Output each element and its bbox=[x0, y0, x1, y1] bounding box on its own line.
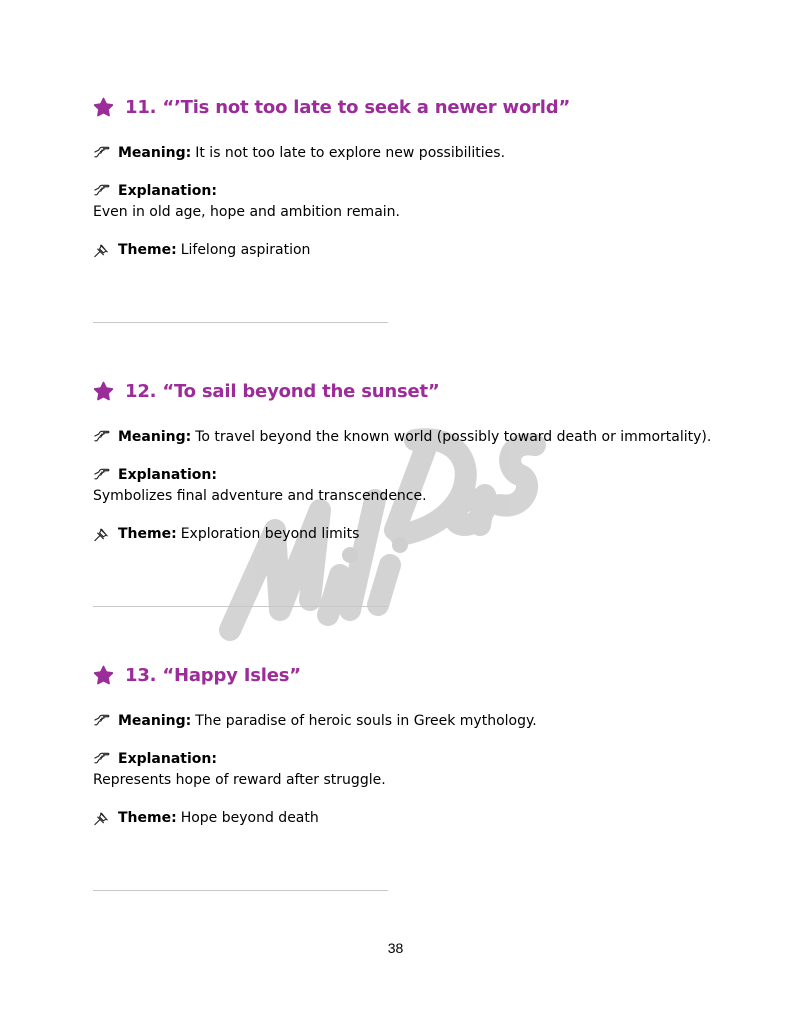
pointing-hand-icon bbox=[93, 183, 110, 199]
meaning-label: Meaning: bbox=[118, 145, 192, 161]
theme-label: Theme: bbox=[118, 526, 177, 542]
theme-row bbox=[93, 809, 319, 827]
theme-row bbox=[93, 525, 359, 543]
theme-text: Exploration beyond limits bbox=[180, 526, 360, 542]
explanation-label-row bbox=[93, 182, 221, 200]
explanation-text: Even in old age, hope and ambition remain. bbox=[93, 204, 400, 220]
explanation-label: Explanation: bbox=[118, 467, 217, 483]
section-divider bbox=[93, 322, 388, 323]
section-divider bbox=[93, 890, 388, 891]
pointing-hand-icon bbox=[93, 467, 110, 483]
explanation-label-row bbox=[93, 750, 221, 768]
star-icon bbox=[93, 381, 114, 402]
explanation-label: Explanation: bbox=[118, 751, 217, 767]
star-icon bbox=[93, 97, 114, 118]
explanation-text: Symbolizes final adventure and transcendence. bbox=[93, 488, 427, 504]
entry-title: 12. “To sail beyond the sunset” bbox=[125, 380, 440, 402]
meaning-label: Meaning: bbox=[118, 429, 192, 445]
pushpin-icon bbox=[93, 242, 110, 258]
meaning-text: It is not too late to explore new possibilities. bbox=[195, 145, 506, 161]
entry-title: 13. “Happy Isles” bbox=[125, 664, 301, 686]
page-number: 38 bbox=[387, 940, 404, 956]
entry-title-row bbox=[93, 663, 301, 687]
section-divider bbox=[93, 606, 388, 607]
entry-title-row bbox=[93, 95, 570, 119]
theme-text: Hope beyond death bbox=[180, 810, 319, 826]
theme-text: Lifelong aspiration bbox=[180, 242, 311, 258]
pushpin-icon bbox=[93, 810, 110, 826]
meaning-label: Meaning: bbox=[118, 713, 192, 729]
theme-label: Theme: bbox=[118, 810, 177, 826]
entry-title-row bbox=[93, 379, 440, 403]
meaning-text: To travel beyond the known world (possibly toward death or immortality). bbox=[195, 429, 712, 445]
meaning-row bbox=[93, 712, 537, 730]
explanation-text: Represents hope of reward after struggle. bbox=[93, 772, 386, 788]
star-icon bbox=[93, 665, 114, 686]
pointing-hand-icon bbox=[93, 429, 110, 445]
explanation-label-row bbox=[93, 466, 221, 484]
theme-label: Theme: bbox=[118, 242, 177, 258]
meaning-text: The paradise of heroic souls in Greek mythology. bbox=[195, 713, 537, 729]
pointing-hand-icon bbox=[93, 713, 110, 729]
theme-row bbox=[93, 241, 310, 259]
explanation-label: Explanation: bbox=[118, 183, 217, 199]
pointing-hand-icon bbox=[93, 145, 110, 161]
meaning-row bbox=[93, 428, 711, 446]
entry-title: 11. “’Tis not too late to seek a newer world” bbox=[125, 96, 571, 118]
pushpin-icon bbox=[93, 526, 110, 542]
meaning-row bbox=[93, 144, 505, 162]
pointing-hand-icon bbox=[93, 751, 110, 767]
